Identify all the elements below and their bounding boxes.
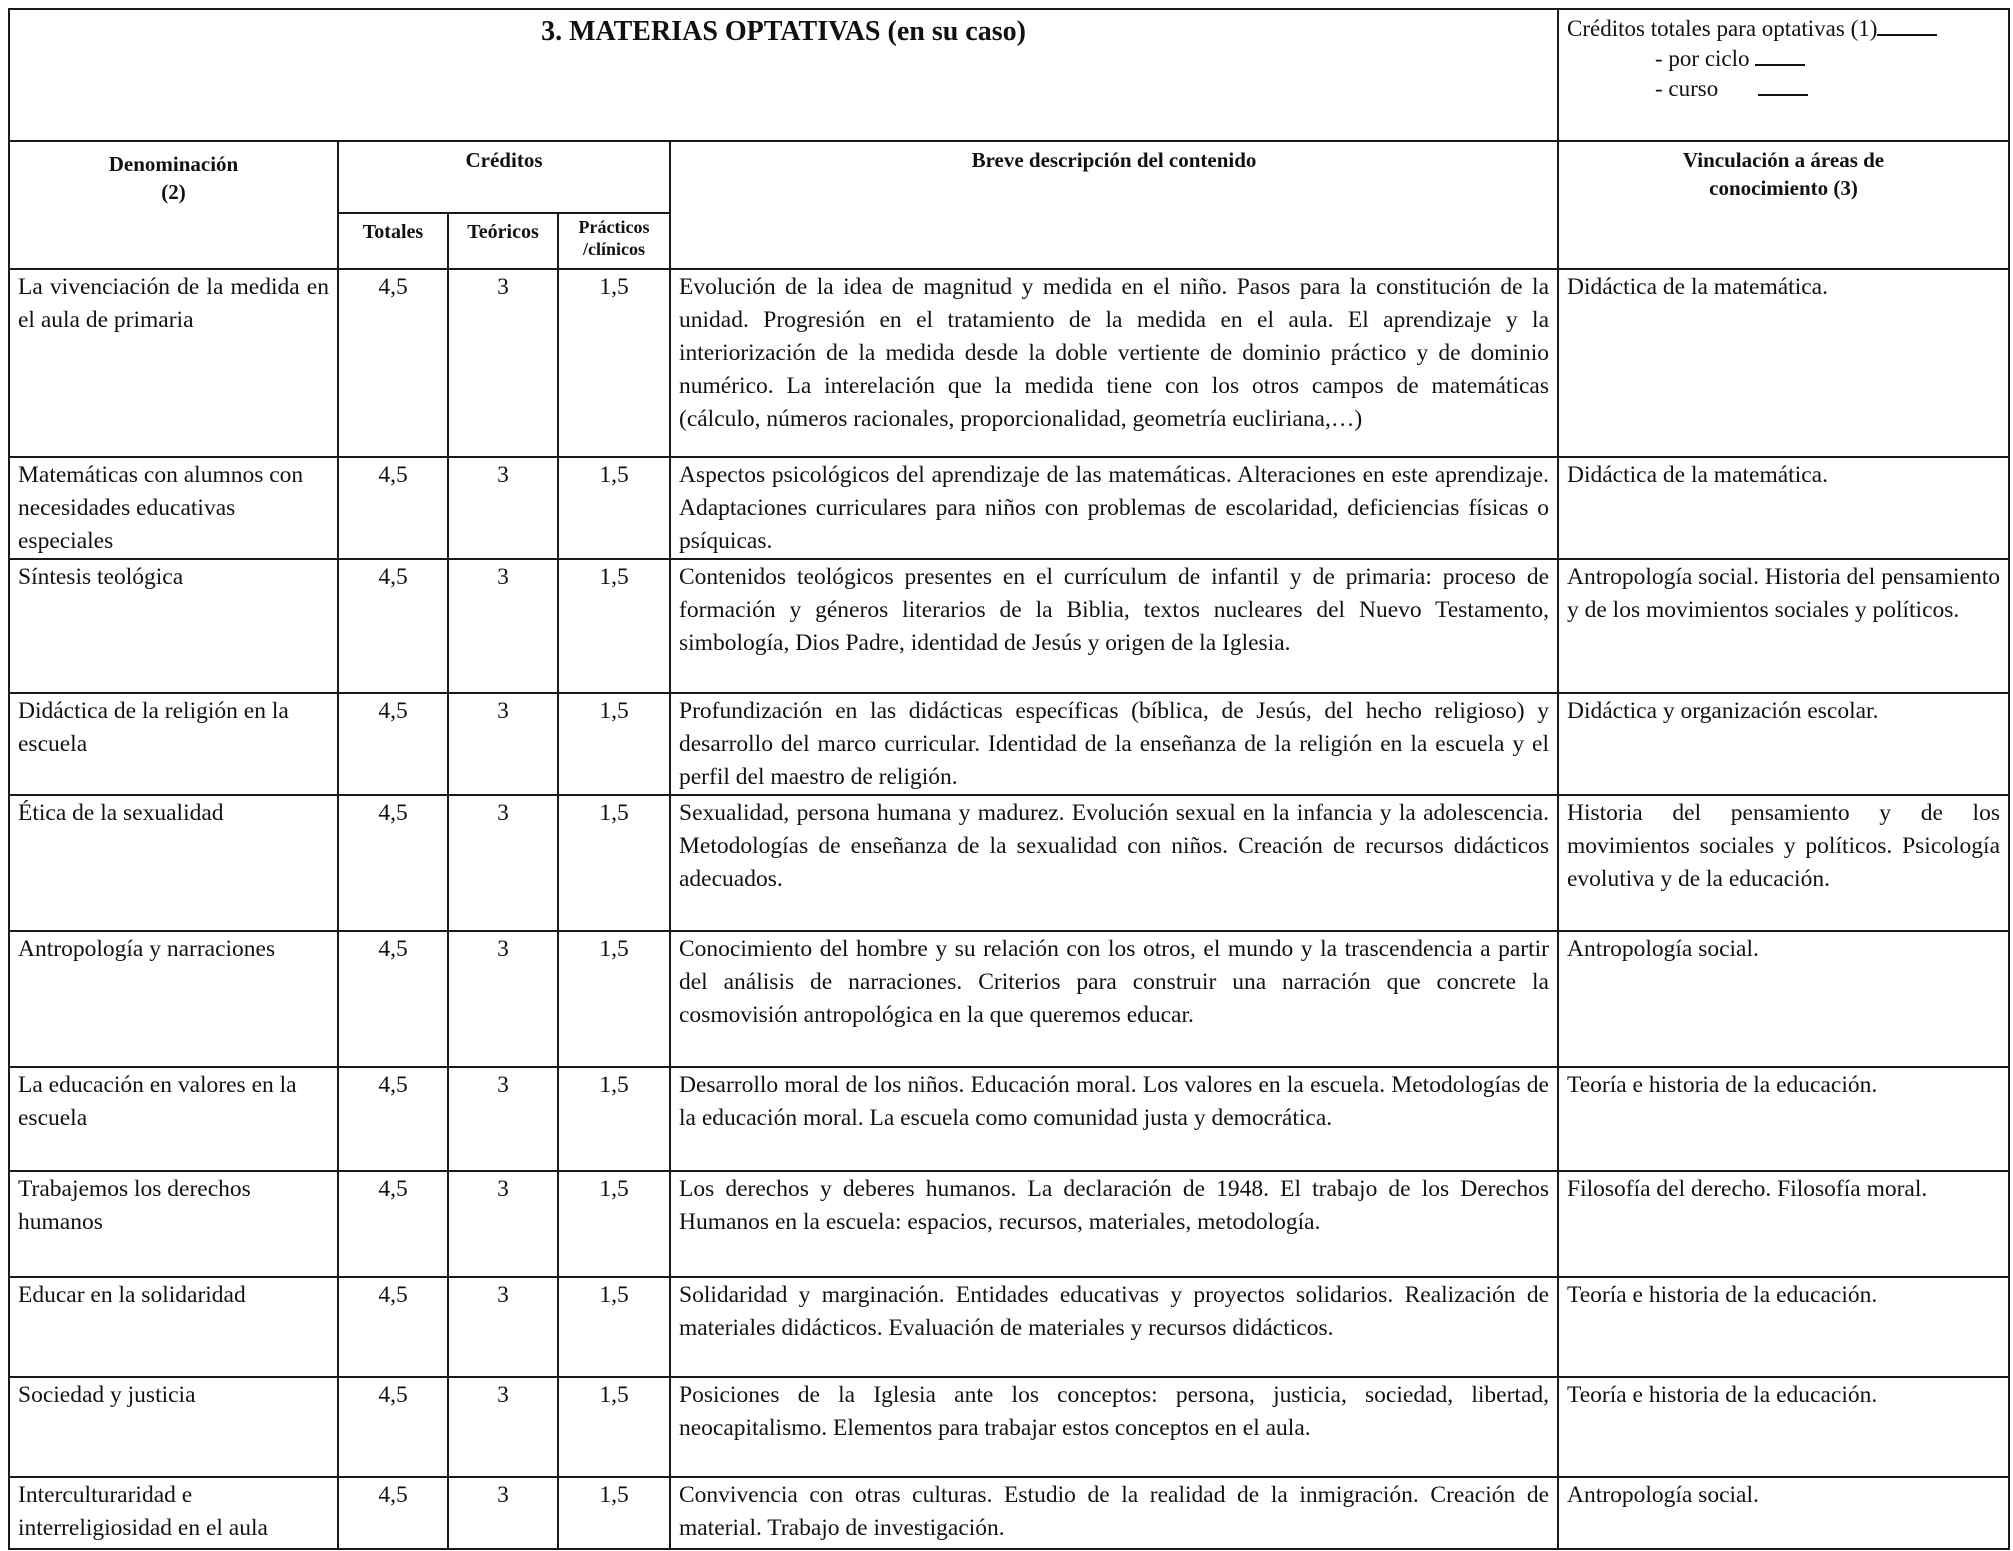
credits-teoricos: 3 [497,564,509,590]
table-row [9,1067,2009,1171]
row-area-cell [1558,1477,2009,1549]
header-practicos-line1: Prácticos [578,217,650,237]
subject-area: Historia del pensamiento y de los movimientos sociales y políticos. Psicología evolutiva y de la educación. [1567,800,2000,892]
credits-totales: 4,5 [378,800,408,826]
subject-name: Trabajemos los derechos humanos [18,1176,251,1235]
table-row [9,1171,2009,1277]
row-description-cell [670,1377,1558,1477]
header-denominacion-label: Denominación [108,152,239,176]
title-row [9,9,2009,141]
row-practicos-cell [558,269,670,457]
subject-name: Ética de la sexualidad [18,800,224,826]
credits-teoricos: 3 [497,800,509,826]
table-row [9,931,2009,1067]
credits-teoricos: 3 [497,1072,509,1098]
row-practicos-cell [558,1477,670,1549]
credits-teoricos: 3 [497,698,509,724]
row-totales-cell [338,1067,448,1171]
subject-name: Didáctica de la religión en la escuela [18,698,289,757]
subject-area: Teoría e historia de la educación. [1567,1072,1878,1098]
row-teoricos-cell [448,693,558,795]
credits-curso-label: - curso [1655,76,1719,101]
row-area-cell [1558,1377,2009,1477]
subject-area: Teoría e historia de la educación. [1567,1282,1878,1308]
credits-practicos: 1,5 [599,462,629,488]
row-practicos-cell [558,1377,670,1477]
subject-area: Antropología social. [1567,1482,1759,1508]
credits-practicos: 1,5 [599,936,629,962]
header-creditos-label: Créditos [465,148,543,172]
credits-teoricos: 3 [497,936,509,962]
subject-description: Sexualidad, persona humana y madurez. Evolución sexual en la infancia y la adolescencia. Metodologías de enseñanza de la sexualidad con niños. Creación de recursos didácticos adecuados. [679,800,1549,892]
row-description-cell [670,1477,1558,1549]
row-area-cell [1558,1171,2009,1277]
row-totales-cell [338,931,448,1067]
header-row-1 [9,141,2009,213]
subject-name: Sociedad y justicia [18,1382,196,1408]
header-creditos [338,141,670,213]
credits-totales: 4,5 [378,274,408,300]
row-teoricos-cell [448,795,558,931]
row-name-cell [9,693,338,795]
row-totales-cell [338,1277,448,1377]
row-area-cell [1558,1067,2009,1171]
row-name-cell [9,269,338,457]
subject-description: Posiciones de la Iglesia ante los conceptos: persona, justicia, sociedad, libertad, neocapitalismo. Elementos para trabajar estos conceptos en el aula. [679,1382,1549,1441]
credits-teoricos: 3 [497,462,509,488]
credits-ciclo-label: - por ciclo [1655,46,1750,71]
header-totales [338,213,448,269]
table-row [9,1277,2009,1377]
credits-totales: 4,5 [378,1382,408,1408]
credits-teoricos: 3 [497,1282,509,1308]
credits-practicos: 1,5 [599,564,629,590]
row-area-cell [1558,795,2009,931]
row-practicos-cell [558,1171,670,1277]
credits-teoricos: 3 [497,274,509,300]
row-name-cell [9,1277,338,1377]
credits-teoricos: 3 [497,1176,509,1202]
subject-description: Los derechos y deberes humanos. La declaración de 1948. El trabajo de los Derechos Humanos en la escuela: espacios, recursos, materiales, metodología. [679,1176,1549,1235]
page-title: 3. MATERIAS OPTATIVAS (en su caso) [541,16,1026,47]
row-name-cell [9,457,338,559]
row-teoricos-cell [448,269,558,457]
table-row [9,269,2009,457]
row-area-cell [1558,931,2009,1067]
credits-curso-blank [1758,74,1808,96]
header-descripcion-label: Breve descripción del contenido [971,148,1257,172]
credits-total-blank [1877,14,1937,36]
credits-totales: 4,5 [378,1282,408,1308]
subject-area: Didáctica de la matemática. [1567,274,1828,300]
optativas-table [8,8,2010,1550]
row-area-cell [1558,559,2009,693]
row-teoricos-cell [448,1067,558,1171]
row-totales-cell [338,559,448,693]
header-practicos-line2: /clínicos [583,239,645,259]
row-description-cell [670,1171,1558,1277]
subject-description: Conocimiento del hombre y su relación con los otros, el mundo y la trascendencia a partir del análisis de narraciones. Criterios para construir una narración que concrete la cosmovisión antropológica en la que queremos educar. [679,936,1549,1028]
subject-name: Matemáticas con alumnos con necesidades educativas especiales [18,462,304,554]
table-row [9,693,2009,795]
row-practicos-cell [558,931,670,1067]
subject-name: Interculturaridad e interreligiosidad en el aula [18,1482,268,1541]
credits-totales: 4,5 [378,698,408,724]
credits-box [1558,9,2009,141]
row-name-cell [9,1171,338,1277]
table-row [9,795,2009,931]
row-area-cell [1558,693,2009,795]
row-practicos-cell [558,559,670,693]
credits-practicos: 1,5 [599,1482,629,1508]
row-name-cell [9,1477,338,1549]
subject-area: Antropología social. [1567,936,1759,962]
credits-ciclo-blank [1755,44,1805,66]
row-totales-cell [338,1171,448,1277]
row-teoricos-cell [448,559,558,693]
row-area-cell [1558,457,2009,559]
row-totales-cell [338,693,448,795]
row-name-cell [9,1067,338,1171]
row-teoricos-cell [448,1377,558,1477]
subject-name: La educación en valores en la escuela [18,1072,297,1131]
row-name-cell [9,931,338,1067]
subject-name: La vivenciación de la medida en el aula de primaria [18,274,329,333]
credits-totales: 4,5 [378,564,408,590]
row-area-cell [1558,1277,2009,1377]
credits-totales: 4,5 [378,936,408,962]
table-row [9,559,2009,693]
header-teoricos [448,213,558,269]
table-row [9,1377,2009,1477]
credits-totales: 4,5 [378,1482,408,1508]
row-description-cell [670,1067,1558,1171]
subject-area: Filosofía del derecho. Filosofía moral. [1567,1176,1928,1202]
row-description-cell [670,1277,1558,1377]
header-totales-label: Totales [362,221,424,243]
credits-practicos: 1,5 [599,800,629,826]
credits-total-label: Créditos totales para optativas (1) [1567,16,1878,41]
subject-area: Didáctica de la matemática. [1567,462,1828,488]
credits-totales: 4,5 [378,1072,408,1098]
row-description-cell [670,693,1558,795]
row-teoricos-cell [448,457,558,559]
row-description-cell [670,795,1558,931]
subject-description: Evolución de la idea de magnitud y medida en el niño. Pasos para la constitución de la unidad. Progresión en el tratamiento de la medida en el aula. El aprendizaje y la interiorización de la medida desde la doble vertiente de dominio práctico y de dominio numérico. La interelación que la medida tiene con los otros campos de matemáticas (cálculo, números racionales, proporcionalidad, geometría eucliriana,…) [679,274,1549,432]
row-description-cell [670,559,1558,693]
row-name-cell [9,559,338,693]
row-description-cell [670,931,1558,1067]
row-totales-cell [338,1477,448,1549]
subject-description: Aspectos psicológicos del aprendizaje de las matemáticas. Alteraciones en este aprendizaje. Adaptaciones curriculares para niños con problemas de escolaridad, deficiencias físicas o psíquicas. [679,462,1549,554]
subject-description: Solidaridad y marginación. Entidades educativas y proyectos solidarios. Realización de materiales didácticos. Evaluación de materiales y recursos didácticos. [679,1282,1549,1341]
row-totales-cell [338,457,448,559]
table-row [9,457,2009,559]
row-practicos-cell [558,795,670,931]
header-denominacion [9,141,338,269]
header-denominacion-note: (2) [161,180,186,204]
row-practicos-cell [558,693,670,795]
subject-area: Antropología social. Historia del pensamiento y de los movimientos sociales y políticos. [1567,564,2000,623]
credits-totales: 4,5 [378,462,408,488]
row-teoricos-cell [448,1477,558,1549]
credits-teoricos: 3 [497,1382,509,1408]
subject-description: Desarrollo moral de los niños. Educación moral. Los valores en la escuela. Metodologías de la educación moral. La escuela como comunidad justa y democrática. [679,1072,1549,1131]
credits-practicos: 1,5 [599,1282,629,1308]
row-teoricos-cell [448,931,558,1067]
row-name-cell [9,1377,338,1477]
subject-name: Educar en la solidaridad [18,1282,246,1308]
header-vinculacion-line1: Vinculación a áreas de [1682,148,1885,172]
credits-teoricos: 3 [497,1482,509,1508]
subject-description: Contenidos teológicos presentes en el currículum de infantil y de primaria: proceso de formación y géneros literarios de la Biblia, textos nucleares del Nuevo Testamento, simbología, Dios Padre, identidad de Jesús y origen de la Iglesia. [679,564,1549,656]
row-area-cell [1558,269,2009,457]
row-name-cell [9,795,338,931]
subject-name: Antropología y narraciones [18,936,276,962]
subject-name: Síntesis teológica [18,564,184,590]
subject-area: Didáctica y organización escolar. [1567,698,1879,724]
credits-practicos: 1,5 [599,1072,629,1098]
row-totales-cell [338,269,448,457]
header-vinculacion-line2: conocimiento (3) [1709,176,1858,200]
credits-practicos: 1,5 [599,1176,629,1202]
subject-area: Teoría e historia de la educación. [1567,1382,1878,1408]
credits-practicos: 1,5 [599,274,629,300]
row-practicos-cell [558,1277,670,1377]
subject-description: Profundización en las didácticas específicas (bíblica, de Jesús, del hecho religioso) y desarrollo del marco curricular. Identidad de la enseñanza de la religión en la escuela y el perfil del maestro de religión. [679,698,1549,790]
table-row [9,1477,2009,1549]
credits-practicos: 1,5 [599,698,629,724]
row-description-cell [670,269,1558,457]
title-cell [9,9,1558,141]
header-practicos [558,213,670,269]
row-teoricos-cell [448,1171,558,1277]
subject-description: Convivencia con otras culturas. Estudio de la realidad de la inmigración. Creación de material. Trabajo de investigación. [679,1482,1549,1541]
row-description-cell [670,457,1558,559]
header-teoricos-label: Teóricos [467,221,539,243]
row-teoricos-cell [448,1277,558,1377]
credits-practicos: 1,5 [599,1382,629,1408]
row-practicos-cell [558,1067,670,1171]
credits-totales: 4,5 [378,1176,408,1202]
row-totales-cell [338,795,448,931]
header-descripcion [670,141,1558,269]
document [8,8,2008,1550]
header-vinculacion [1558,141,2009,269]
row-practicos-cell [558,457,670,559]
row-totales-cell [338,1377,448,1477]
